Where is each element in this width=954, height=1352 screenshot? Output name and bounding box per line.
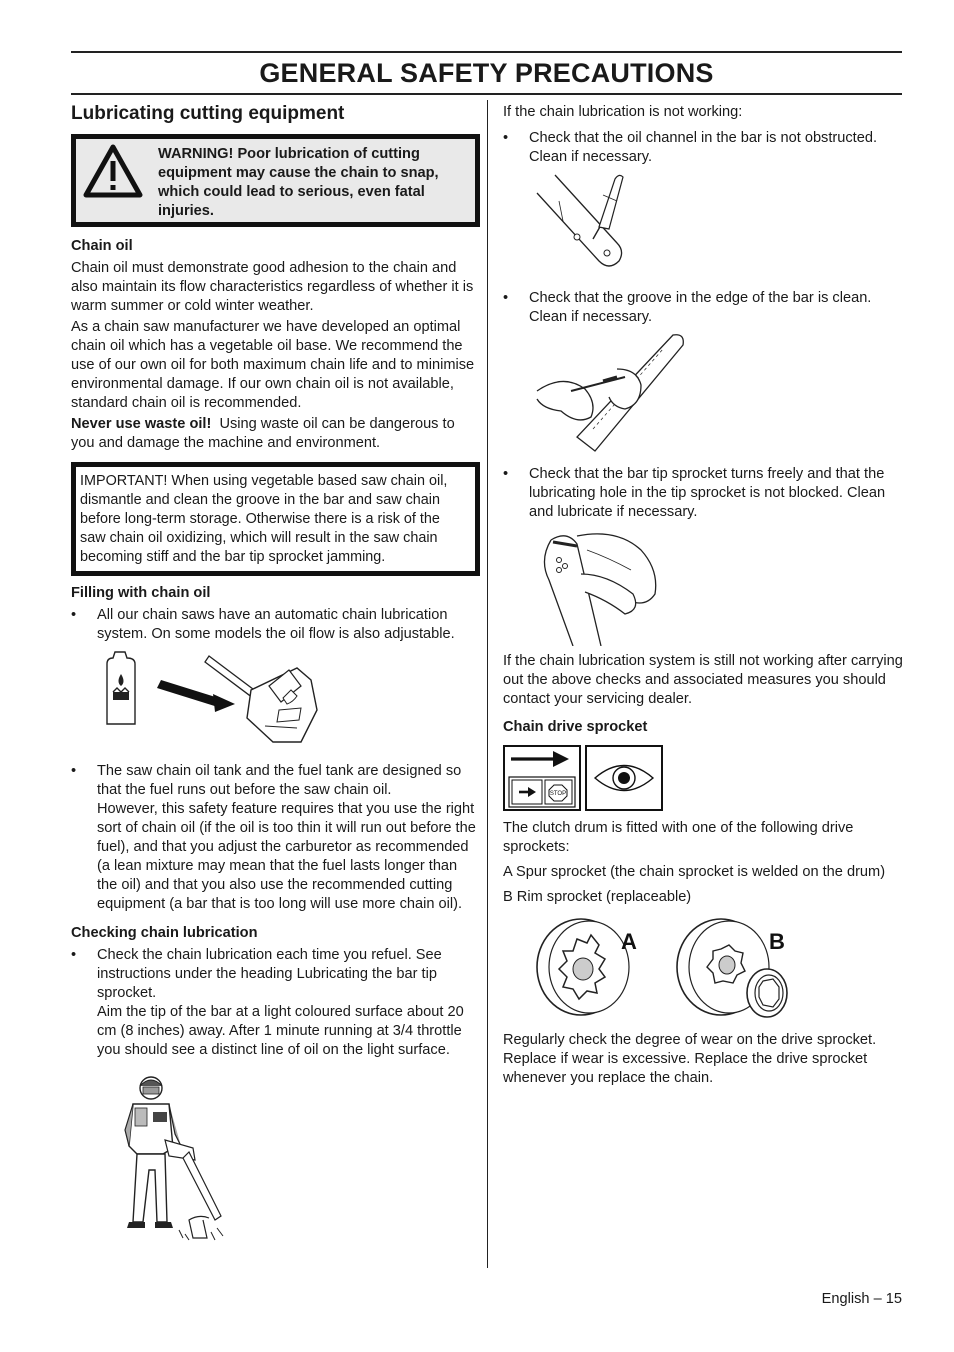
filling-bullet-1 xyxy=(71,606,480,644)
stop-engine-symbol xyxy=(503,745,581,811)
checking-bullet-1-continued: Aim the tip of the bar at a light coloured surface about 20 cm (8 inches) away. After 1 minute running at 3/4 throttle you should see a distinct line of oil on the light surface. xyxy=(97,1004,464,1058)
regularly-check-paragraph: Regularly check the degree of wear on the drive sprocket. Replace if wear is excessive. Replace the drive sprocket whenever you replace the chain. xyxy=(503,1032,877,1086)
checking-heading: Checking chain lubrication xyxy=(71,925,258,941)
right-bullet-3 xyxy=(503,465,903,522)
bullet-dot: • xyxy=(71,947,77,963)
waste-oil-text: Using waste oil can be dangerous to you and damage the machine and environment. xyxy=(71,416,455,451)
page-footer: English – 15 xyxy=(821,1291,902,1307)
tip-sprocket-illustration xyxy=(537,530,677,646)
header-rule-bottom xyxy=(71,93,902,95)
chain-oil-paragraph-1: Chain oil must demonstrate good adhesion to the chain and also maintain its flow characteristics regardless of whether it is warm summer or cold winter weather. xyxy=(71,260,474,314)
important-text: IMPORTANT! When using vegetable based saw chain oil, dismantle and clean the groove in the bar and saw chain before long-term storage. Otherwise there is a risk of the saw chain oil oxidizing, which will result in the saw chain becoming stiff and the bar tip sprocket jamming. xyxy=(80,473,448,565)
stop-label: STOP xyxy=(549,791,567,797)
groove-cleaning-illustration xyxy=(533,333,693,457)
right-column xyxy=(503,103,903,1090)
checking-bullet-1-text: Check the chain lubrication each time you refuel. See instructions under the heading Lubricating the bar tip sprocket. xyxy=(97,947,442,1001)
waste-oil-paragraph xyxy=(71,415,480,453)
column-divider xyxy=(487,100,488,1268)
still-not-working-paragraph: If the chain lubrication system is still not working after carrying out the above checks and associated measures you should contact your servicing dealer. xyxy=(503,653,903,707)
oil-fill-illustration xyxy=(101,650,331,758)
drum-paragraph: The clutch drum is fitted with one of the following drive sprockets: xyxy=(503,820,854,855)
sprocket-figures xyxy=(503,915,903,1027)
rim-sprocket-illustration xyxy=(673,915,813,1023)
header-rule-top xyxy=(71,51,902,53)
label-a: A xyxy=(621,929,637,954)
right-bullet-3-text: Check that the bar tip sprocket turns freely and that the lubricating hole in the tip sprocket is not blocked. Clean and lubricate if necessary. xyxy=(529,466,886,520)
item-a: A Spur sprocket (the chain sprocket is welded on the drum) xyxy=(503,864,886,880)
important-box xyxy=(71,462,480,576)
right-intro: If the chain lubrication is not working: xyxy=(503,104,743,120)
chain-oil-paragraph-2: As a chain saw manufacturer we have developed an optimal chain oil which has a vegetable oil base. We recommend the use of our own oil for both maximum chain life and to minimise environmental damage. If our own chain oil is not available, standard chain oil is recommended. xyxy=(71,319,475,411)
chain-oil-heading: Chain oil xyxy=(71,238,133,254)
page-title: GENERAL SAFETY PRECAUTIONS xyxy=(259,58,714,88)
waste-oil-bold: Never use waste oil! xyxy=(71,416,212,432)
right-bullet-1 xyxy=(503,129,903,167)
bullet-dot: • xyxy=(503,130,509,146)
right-bullet-2 xyxy=(503,289,903,327)
label-b: B xyxy=(769,929,785,954)
spur-sprocket-illustration xyxy=(533,915,643,1019)
right-bullet-1-text: Check that the oil channel in the bar is not obstructed. Clean if necessary. xyxy=(529,130,878,165)
checking-bullet-1 xyxy=(71,946,480,1060)
filling-bullet-2-text: The saw chain oil tank and the fuel tank are designed so that the fuel runs out before the saw chain oil. xyxy=(97,763,462,798)
item-b: B Rim sprocket (replaceable) xyxy=(503,889,692,905)
bullet-dot: • xyxy=(503,466,509,482)
eye-inspection-icon xyxy=(585,745,663,811)
bullet-dot: • xyxy=(71,607,77,623)
filling-heading: Filling with chain oil xyxy=(71,585,211,601)
filling-bullet-2 xyxy=(71,762,480,914)
right-bullet-2-text: Check that the groove in the edge of the bar is clean. Clean if necessary. xyxy=(529,290,872,325)
oil-channel-cleaning-illustration xyxy=(533,173,633,281)
drive-sprocket-heading: Chain drive sprocket xyxy=(503,719,648,735)
warning-box xyxy=(71,134,480,227)
bullet-dot: • xyxy=(503,290,509,306)
warning-triangle-icon xyxy=(82,143,144,199)
section-title: Lubricating cutting equipment xyxy=(71,103,345,124)
symbol-pair xyxy=(503,745,903,813)
warning-text: WARNING! Poor lubrication of cutting equipment may cause the chain to snap, which could lead to serious, even fatal injuries. xyxy=(158,146,439,219)
filling-bullet-1-text: All our chain saws have an automatic chain lubrication system. On some models the oil flow is also adjustable. xyxy=(97,607,455,642)
bullet-dot: • xyxy=(71,763,77,779)
filling-bullet-2-continued: However, this safety feature requires that you use the right sort of chain oil (if the oil is too thin it will run out before the fuel), and that you adjust the carburetor as recommended (a lean mixture may mean that the fuel lasts longer than the oil) and that you also use the recommended cutting equipment (a bar that is too long will use more chain oil). xyxy=(97,801,476,912)
operator-with-saw-illustration xyxy=(103,1070,233,1242)
left-column xyxy=(71,102,480,1242)
